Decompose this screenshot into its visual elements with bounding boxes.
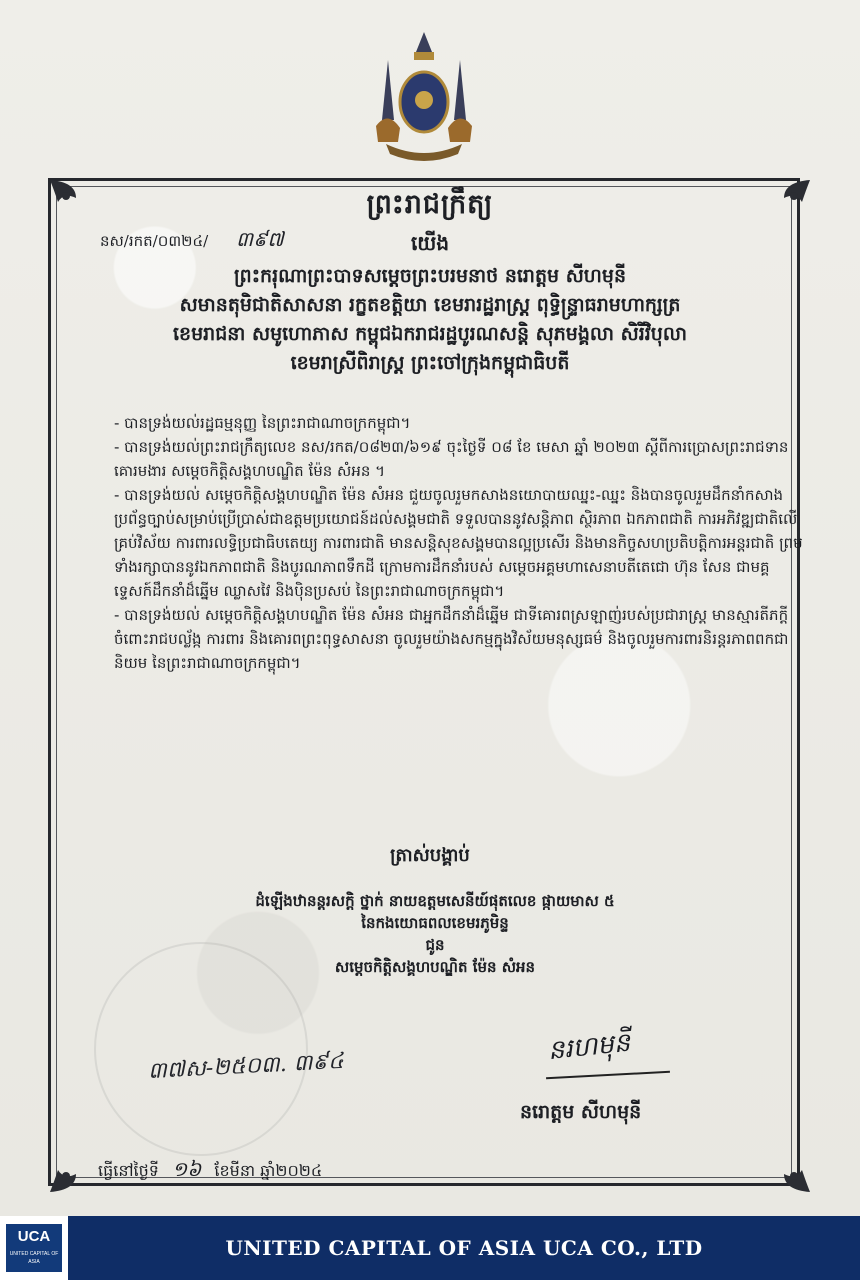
king-title-line: ខេមរាជនា សមូហោភាស កម្ពុជឯករាជរដ្ឋបូរណសន្តិ សុភមង្គលា សិរីវិបុលា (173, 323, 687, 345)
royal-coat-of-arms-icon (368, 30, 480, 170)
king-title-line: ខេមរាស្រីពិរាស្ត្រ ព្រះចៅក្រុងកម្ពុជាធិបតី (290, 352, 570, 374)
company-footer (0, 1216, 860, 1280)
decree-reference: នស/រកត/០៣២៤/ (100, 232, 209, 250)
company-logo (0, 1216, 68, 1280)
decree-heading: យើង (410, 231, 450, 255)
corner-ornament-icon (768, 1150, 814, 1196)
decree-date (98, 1156, 322, 1186)
award-block (200, 890, 670, 978)
king-name: នរោត្តម សីហមុនី (520, 1101, 642, 1123)
date-day: ១៦ (172, 1157, 202, 1181)
uca-logo-icon (6, 1224, 62, 1272)
royal-signature: នរហមុនី (546, 1027, 632, 1067)
decree-command-heading: ត្រាស់បង្គាប់ (390, 845, 470, 866)
king-title-line: ព្រះករុណាព្រះបាទសម្តេចព្រះបរមនាថ នរោត្តម សីហមុនី (233, 265, 627, 287)
body-paragraph: - បានទ្រង់យល់ សម្តេចកិត្តិសង្គហបណ្ឌិត ម៉ែន សំអន ជាអ្នកដឹកនាំដ៏ឆ្នើម ជាទីគោរពស្រឡាញ់របស់ប្រជារាស្ត្រ មានស្មារតីភក្តីចំពោះរាជបល្ល័ង្ក ការពារ និងគោរពព្រះពុទ្ធសាសនា ចូលរួមយ៉ាងសកម្មក្នុងវិស័យមនុស្សធម៌ និងចូលរួមការពារនិរន្តរភាពពកជានិយម នៃព្រះរាជាណាចក្រកម្ពុជា។ (114, 606, 789, 672)
company-name: UNITED CAPITAL OF ASIA UCA CO., LTD (225, 1236, 703, 1260)
logo-subtext: UNITED CAPITAL OF ASIA (9, 1251, 59, 1265)
decree-body (114, 411, 804, 675)
date-prefix: ធ្វើនៅថ្ងៃទី (98, 1161, 159, 1180)
award-line: ជូន (425, 936, 445, 954)
registration-number: ៣៧ស-២៥០៣. ៣៩៤ (147, 1048, 345, 1085)
body-paragraph: - បានទ្រង់យល់ សម្តេចកិត្តិសង្គហបណ្ឌិត ម៉ែន សំអន ជួយចូលរួមកសាងនយោបាយឈ្នះ-ឈ្នះ និងបានចូលរួមដឹកនាំកសាងប្រព័ន្ធច្បាប់សម្រាប់ប្រើប្រាស់ជាឧត្តមប្រយោជន៍ដល់សង្គមជាតិ ទទួលបាននូវសន្តិភាព ស្ថិរភាព ឯកភាពជាតិ ការអភិវឌ្ឍជាតិលើគ្រប់វិស័យ ការពារលទ្ធិប្រជាធិបតេយ្យ ការពារជាតិ មានសន្តិសុខសង្គមបានល្អប្រសើរ និងមានកិច្ចសហប្រតិបត្តិការអន្តរជាតិ ព្រមទាំងរក្សាបាននូវឯកភាពជាតិ និងបូរណភាពទឹកដី ក្រោមការដឹកនាំរបស់ សម្តេចអគ្គមហាសេនាបតីតេជោ ហ៊ុន សែន ជាមគ្គទេ្ទសក៍ដឹកនាំដ៏ឆ្នើម ឈ្លាសវៃ និងប៉ិនប្រសប់ នៃព្រះរាជាណាចក្រកម្ពុជា។ (114, 486, 803, 600)
king-title-line: សមានតុមិជាតិសាសនា រក្ខតខត្តិយា ខេមរារដ្ឋរាស្ត្រ ពុទ្ធិន្ទ្រាធរាមហាក្សត្រ (179, 294, 681, 316)
faint-seal-watermark (94, 942, 308, 1156)
date-suffix: ខែមីនា ឆ្នាំ២០២៤ (214, 1161, 323, 1180)
corner-ornament-icon (46, 1150, 92, 1196)
award-line: ដំឡើងឋានន្តរសក្តិ ថ្នាក់ នាយឧត្តមសេនីយ៍ផុតលេខ ផ្កាយមាស ៥ (255, 892, 615, 910)
award-line: សម្តេចកិត្តិសង្គហបណ្ឌិត ម៉ែន សំអន (334, 958, 536, 976)
award-line: នៃកងយោធពលខេមរភូមិន្ទ (361, 914, 509, 932)
body-paragraph: - បានទ្រង់យល់ព្រះរាជក្រឹត្យលេខ នស/រកត/០៨២៣/៦១៩ ចុះថ្ងៃទី ០៨ ខែ មេសា ឆ្នាំ ២០២៣ ស្តីពីការប្រោសព្រះរាជទានគោរមងារ សម្តេចកិត្តិសង្គហបណ្ឌិត ម៉ែន សំអន ។ (114, 438, 789, 480)
body-paragraph: - បានទ្រង់យល់រដ្ឋធម្មនុញ្ញ នៃព្រះរាជាណាចក្រកម្ពុជា។ (114, 414, 411, 432)
king-titles (60, 262, 800, 378)
logo-text: UCA (17, 1228, 51, 1245)
decree-reference-number: ៣៩៧ (236, 227, 284, 251)
decree-title: ព្រះរាជក្រឹត្យ (366, 189, 494, 220)
